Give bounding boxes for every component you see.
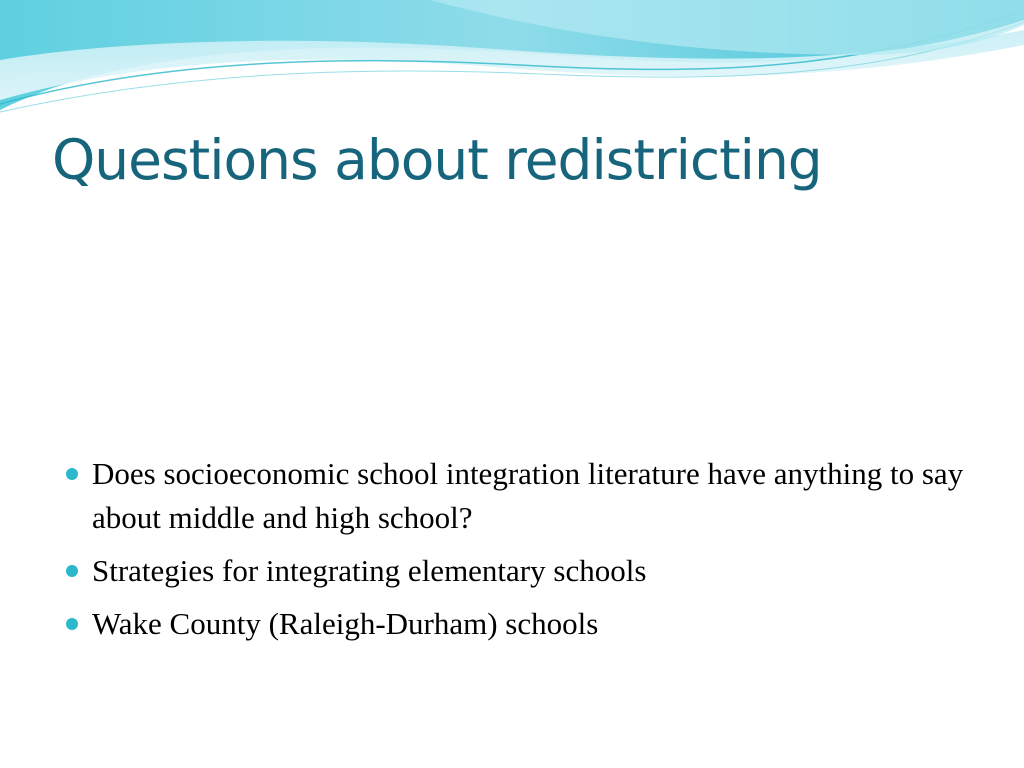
list-item [64,602,964,646]
list-item [64,549,964,593]
bullet-text: Strategies for integrating elementary schools [92,553,647,588]
list-item [64,452,964,540]
wave-header-decoration [0,0,1024,120]
slide-title: Questions about redistricting [52,128,822,192]
bullet-dot-icon [66,468,78,480]
bullet-list [64,452,964,655]
bullet-dot-icon [66,565,78,577]
bullet-dot-icon [66,618,78,630]
bullet-text: Does socioeconomic school integration literature have anything to say about middle and high school? [92,456,964,535]
bullet-text: Wake County (Raleigh-Durham) schools [92,606,599,641]
